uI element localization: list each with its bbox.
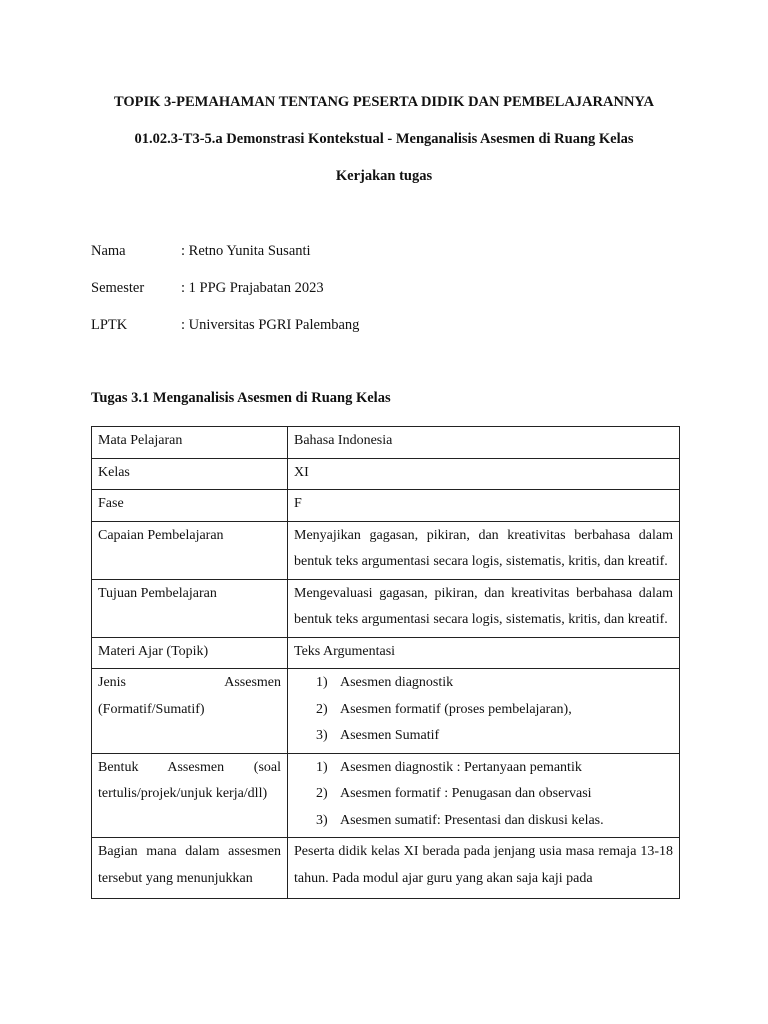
row-value: Mengevaluasi gagasan, pikiran, dan kreativitas berbahasa dalam bentuk teks argumentasi secara logis, sistematis, kritis, dan kreatif. — [288, 579, 680, 637]
row-value — [288, 838, 680, 899]
row-value — [288, 669, 680, 754]
list-number: 3) — [316, 728, 328, 743]
list-text: Asesmen formatif (proses pembelajaran), — [340, 701, 572, 717]
table-row — [92, 458, 680, 490]
list-number: 2) — [316, 786, 328, 801]
list-item — [294, 670, 673, 697]
table-row — [92, 753, 680, 838]
row-value: F — [288, 490, 680, 522]
list-text: Asesmen diagnostik : Pertanyaan pemantik — [340, 759, 582, 775]
section-title: Tugas 3.1 Menganalisis Asesmen di Ruang Kelas — [91, 390, 391, 406]
identity-value: : 1 PPG Prajabatan 2023 — [181, 280, 324, 296]
identity-value: : Retno Yunita Susanti — [181, 243, 311, 259]
identity-label: LPTK — [91, 317, 128, 333]
list-item — [294, 697, 673, 724]
task-instruction: Kerjakan tugas — [335, 168, 433, 184]
identity-value: : Universitas PGRI Palembang — [181, 317, 360, 333]
row-value-text: Peserta didik kelas XI berada pada jenjang usia masa remaja 13-18 tahun. Pada modul ajar guru yang akan saja kaji pada — [294, 844, 673, 886]
table-row — [92, 838, 680, 899]
row-value — [288, 753, 680, 838]
identity-label: Semester — [91, 280, 145, 296]
table-row — [92, 521, 680, 579]
assessment-form-list — [294, 755, 673, 835]
row-label: Jenis Assesmen (Formatif/Sumatif) — [92, 669, 288, 754]
row-label: Bentuk Assesmen (soal tertulis/projek/unjuk kerja/dll) — [92, 753, 288, 838]
table-row — [92, 637, 680, 669]
row-value: Teks Argumentasi — [288, 637, 680, 669]
table-row — [92, 427, 680, 459]
table-row — [92, 669, 680, 754]
list-number: 2) — [316, 701, 328, 717]
document-subtitle: 01.02.3-T3-5.a Demonstrasi Kontekstual - Menganalisis Asesmen di Ruang Kelas — [134, 131, 634, 147]
assessment-table — [91, 426, 680, 899]
row-label: Capaian Pembelajaran — [92, 521, 288, 579]
list-item — [294, 781, 673, 808]
list-text: Asesmen sumatif: Presentasi dan diskusi kelas. — [340, 812, 604, 828]
list-item — [294, 808, 673, 835]
row-label-text: Bagian mana dalam assesmen tersebut yang menunjukkan — [98, 844, 281, 886]
list-number: 1) — [316, 759, 328, 775]
row-label: Tujuan Pembelajaran — [92, 579, 288, 637]
list-number: 3) — [316, 812, 328, 828]
list-text: Asesmen Sumatif — [340, 728, 440, 743]
list-item — [294, 755, 673, 782]
list-text: Asesmen diagnostik — [340, 675, 454, 690]
document-title: TOPIK 3-PEMAHAMAN TENTANG PESERTA DIDIK DAN PEMBELAJARANNYA — [113, 94, 655, 110]
row-label — [92, 838, 288, 899]
row-value: XI — [288, 458, 680, 490]
list-item — [294, 723, 673, 750]
list-text: Asesmen formatif : Penugasan dan observasi — [340, 786, 592, 801]
row-value: Bahasa Indonesia — [288, 427, 680, 459]
identity-label: Nama — [91, 243, 126, 259]
table-row — [92, 490, 680, 522]
row-label: Kelas — [92, 458, 288, 490]
row-label: Mata Pelajaran — [92, 427, 288, 459]
assessment-type-list — [294, 670, 673, 750]
row-label: Fase — [92, 490, 288, 522]
row-value: Menyajikan gagasan, pikiran, dan kreativitas berbahasa dalam bentuk teks argumentasi secara logis, sistematis, kritis, dan kreatif. — [288, 521, 680, 579]
table-row — [92, 579, 680, 637]
list-number: 1) — [316, 675, 328, 690]
row-label: Materi Ajar (Topik) — [92, 637, 288, 669]
